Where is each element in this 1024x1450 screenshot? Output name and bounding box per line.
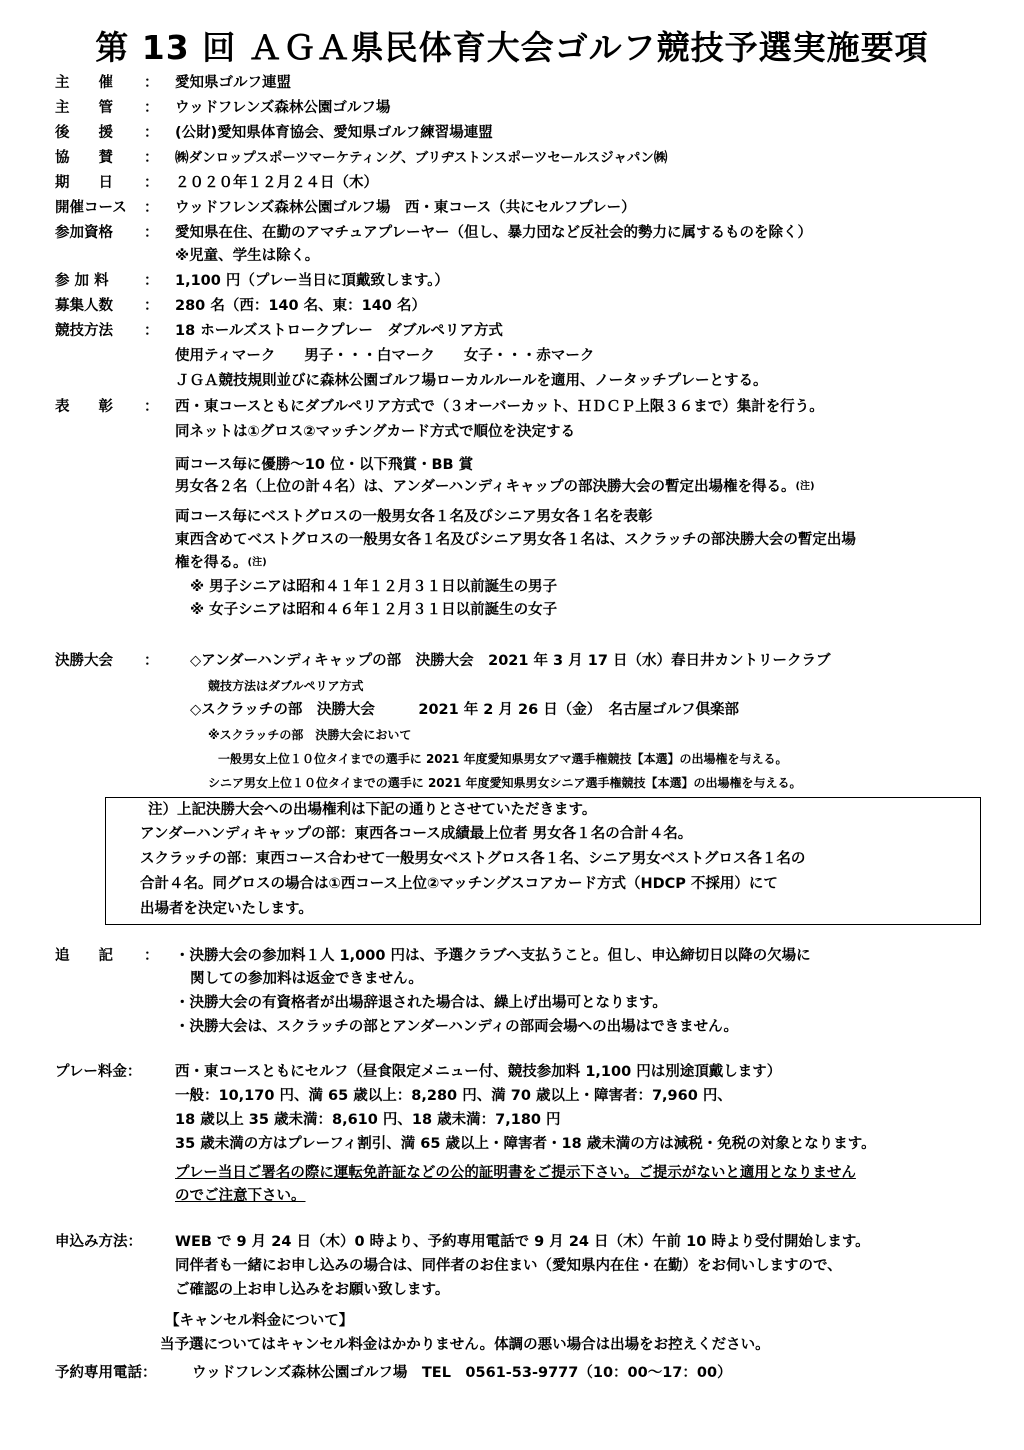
value-format: 18 ホールズストロークプレー ダブルペリア方式 (175, 323, 503, 339)
application-companion: 同伴者も一緒にお申し込みの場合は、同伴者のお住まい（愛知県内在住・在勤）をお伺いしますので、 (175, 1258, 842, 1274)
label-capacity: 募集人数 (55, 298, 113, 314)
note-box-line2: アンダーハンディキャップの部：東西各コース成績最上位者 男女各１名の合計４名。 (140, 826, 693, 842)
value-capacity: 280 名（西：140 名、東：140 名） (175, 298, 426, 314)
play-fee-youth: 18 歳以上 35 歳未満：8,610 円、18 歳未満：7,180 円 (175, 1112, 561, 1128)
awards-senior-women: ※ 女子シニアは昭和４６年１２月３１日以前誕生の女子 (190, 602, 558, 618)
eligibility-note: ※児童、学生は除く。 (175, 248, 320, 264)
value-organizer: 愛知県ゴルフ連盟 (175, 75, 291, 91)
application-confirm: ご確認の上お申し込みをお願い致します。 (175, 1282, 450, 1298)
play-fee-id-notice-line1: プレー当日ご署名の際に運転免許証などの公的証明書をご提示下さい。ご提示がないと適用となりません (175, 1165, 856, 1181)
play-fee-self: 西・東コースともにセルフ（昼食限定メニュー付、競技参加料 1,100 円は別途頂戴します） (175, 1064, 782, 1080)
label-format: 競技方法 (55, 323, 113, 339)
label-fee: 参 加 料 (55, 273, 109, 289)
addendum-fee-refund: 関しての参加料は返金できません。 (190, 971, 423, 987)
note-box-line1: 注）上記決勝大会への出場権利は下記の通りとさせていただきます。 (148, 802, 597, 818)
awards-best-gross: 両コース毎にベストグロスの一般男女各１名及びシニア男女各１名を表彰 (175, 509, 653, 525)
finals-amateur-qualification: 一般男女上位１０位タイまでの選手に 2021 年度愛知県男女アマ選手権競技【本選】の出場権を与える。 (218, 752, 788, 766)
awards-senior-men: ※ 男子シニアは昭和４１年１２月３１日以前誕生の男子 (190, 579, 558, 595)
value-awards: 西・東コースともにダブルペリア方式で（３オーバーカット、ＨＤＣＰ上限３６まで）集計を行う。 (175, 399, 824, 415)
cancel-heading: 【キャンセル料金について】 (165, 1313, 354, 1329)
label-support: 後 援 (55, 125, 114, 141)
play-fee-id-notice-line2: のでご注意下さい。 (175, 1188, 306, 1204)
label-reservation: 予約専用電話： (55, 1365, 157, 1381)
label-manager: 主 管 (55, 100, 114, 116)
application-start: WEB で 9 月 24 日（木）0 時より、予約専用電話で 9 月 24 日（木）午前 10 時より受付開始します。 (175, 1234, 870, 1250)
label-addendum: 追 記 (55, 948, 114, 964)
value-sponsor: ㈱ダンロップスポーツマーケティング、ブリヂストンスポーツセールスジャパン㈱ (175, 150, 668, 166)
value-manager: ウッドフレンズ森林公園ゴルフ場 (175, 100, 391, 116)
label-play-fee: プレー料金： (55, 1064, 142, 1080)
note-box-line5: 出場者を決定いたします。 (140, 901, 313, 917)
value-venue: ウッドフレンズ森林公園ゴルフ場 西・東コース（共にセルフプレー） (175, 200, 636, 216)
finals-format: 競技方法はダブルペリア方式 (208, 679, 364, 693)
label-awards: 表 彰 (55, 399, 114, 415)
finals-scratch-note: ※スクラッチの部 決勝大会において (208, 728, 412, 742)
awards-net-ranking: 同ネットは①グロス②マッチングカード方式で順位を決定する (175, 424, 575, 440)
value-eligibility: 愛知県在住、在勤のアマチュアプレーヤー（但し、暴力団など反社会的勢力に属するものを除く） (175, 225, 812, 241)
note-mark: (注) (795, 481, 815, 492)
finals-senior-qualification: シニア男女上位１０位タイまでの選手に 2021 年度愛知県男女シニア選手権競技【本選】の出場権を与える。 (208, 776, 802, 790)
note-mark: (注) (247, 557, 267, 568)
value-fee: 1,100 円（プレー当日に頂戴致します。） (175, 273, 449, 289)
awards-prizes: 両コース毎に優勝～10 位・以下飛賞・BB 賞 (175, 457, 474, 473)
play-fee-discount: 35 歳未満の方はプレーフィ割引、満 65 歳以上・障害者・18 歳未満の方は減税・免税の対象となります。 (175, 1136, 876, 1152)
label-finals: 決勝大会 (55, 653, 113, 669)
finals-scratch: ◇スクラッチの部 決勝大会 2021 年 2 月 26 日（金） 名古屋ゴルフ倶楽部 (190, 702, 739, 718)
addendum-fee: ・決勝大会の参加料１人 1,000 円は、予選クラブへ支払うこと。但し、申込締切日以降の欠場に (175, 948, 811, 964)
addendum-withdrawal: ・決勝大会の有資格者が出場辞退された場合は、繰上げ出場可となります。 (175, 995, 667, 1011)
awards-scratch-line1: 東西含めてベストグロスの一般男女各１名及びシニア男女各１名は、スクラッチの部決勝大会の暫定出場 (175, 532, 856, 548)
play-fee-general: 一般：10,170 円、満 65 歳以上：8,280 円、満 70 歳以上・障害者：7,960 円、 (175, 1088, 732, 1104)
note-box-line4: 合計４名。同グロスの場合は①西コース上位②マッチングスコアカード方式（HDCP 不採用）にて (140, 876, 778, 892)
reservation-phone: ウッドフレンズ森林公園ゴルフ場 TEL 0561-53-9777（10：00～17：00） (192, 1365, 732, 1381)
addendum-venue-restriction: ・決勝大会は、スクラッチの部とアンダーハンディの部両会場への出場はできません。 (175, 1019, 739, 1035)
awards-scratch-line2: 権を得る。$^{(注)}$ (175, 555, 267, 571)
label-venue: 開催コース (55, 200, 127, 216)
format-rules: ＪＧＡ競技規則並びに森林公園ゴルフ場ローカルルールを適用、ノータッチプレーとする。 (175, 373, 768, 389)
cancel-text: 当予選についてはキャンセル料金はかかりません。体調の悪い場合は出場をお控えください。 (160, 1337, 770, 1353)
document-page: 第 13 回 ＡＧＡ県民体育大会ゴルフ競技予選実施要項 主 催 ： 愛知県ゴルフ連盟 主 管 ： ウッドフレンズ森林公園ゴルフ場 後 援 ： (公財)愛知県体育協会、愛知県ゴルフ練習場連盟 協 賛 ： ㈱ダンロップスポーツマーケティング、ブリヂストンスポーツセールスジャパン㈱ 期 日 ： ２０２０年１２月２４日（木） 開催コース ： ウッドフレンズ森林公園ゴルフ場 西・東コース（共にセルフプレー） 参加資格 ： 愛知県在住、在勤のアマチュアプレーヤー（但し、暴力団など反社会的勢力に属するものを除く） ※児童、学生は除く。 参 加 料 ： 1,100 円（プレー当日に頂戴致します。） 募集人数 ： 280 名（西：140 名、東：140 名） 競技方法 ： 18 ホールズストロークプレー ダブルペリア方式 使用ティマーク 男子・・・白マーク 女子・・・赤マーク ＪＧＡ競技規則並びに森林公園ゴルフ場ローカルルールを適用、ノータッチプレーとする。 表 彰 ： 西・東コースともにダブルペリア方式で（３オーバーカット、ＨＤＣＰ上限３６まで）集計を行う。 同ネットは①グロス②マッチングカード方式で順位を決定する 両コース毎に優勝～10 位・以下飛賞・BB 賞 男女各２名（上位の計４名）は、アンダーハンディキャップの部決勝大会の暫定出場権を得る。$^{(注)}$ 両コース毎にベストグロスの一般男女各１名及びシニア男女各１名を表彰 東西含めてベストグロスの一般男女各１名及びシニア男女各１名は、スクラッチの部決勝大会の暫定出場 権を得る。$^{(注)}$ ※ 男子シニアは昭和４１年１２月３１日以前誕生の男子 ※ 女子シニアは昭和４６年１２月３１日以前誕生の女子 決勝大会 ： ◇アンダーハンディキャップの部 決勝大会 2021 年 3 月 17 日（水）春日井カントリークラブ 競技方法はダブルペリア方式 ◇スクラッチの部 決勝大会 2021 年 2 月 26 日（金） 名古屋ゴルフ倶楽部 ※スクラッチの部 決勝大会において 一般男女上位１０位タイまでの選手に 2021 年度愛知県男女アマ選手権競技【本選】の出場権を与える。 シニア男女上位１０位タイまでの選手に 2021 年度愛知県男女シニア選手権競技【本選】の出場権を与える。 注）上記決勝大会への出場権利は下記の通りとさせていただきます。 アンダーハンディキャップの部：東西各コース成績最上位者 男女各１名の合計４名。 スクラッチの部：東西コース合わせて一般男女ベストグロス各１名、シニア男女ベストグロス各１名の 合計４名。同グロスの場合は①西コース上位②マッチングスコアカード方式（HDCP 不採用）にて 出場者を決定いたします。 追 記 ： ・決勝大会の参加料１人 1,000 円は、予選クラブへ支払うこと。但し、申込締切日以降の欠場に 関しての参加料は返金できません。 ・決勝大会の有資格者が出場辞退された場合は、繰上げ出場可となります。 ・決勝大会は、スクラッチの部とアンダーハンディの部両会場への出場はできません。 プレー料金： 西・東コースともにセルフ（昼食限定メニュー付、競技参加料 1,100 円は別途頂戴します） 一般：10,170 円、満 65 歳以上：8,280 円、満 70 歳以上・障害者：7,960 円、 18 歳以上 35 歳未満：8,610 円、18 歳未満：7,180 円 35 歳未満の方はプレーフィ割引、満 65 歳以上・障害者・18 歳未満の方は減税・免税の対象となります。 プレー当日ご署名の際に運転免許証などの公的証明書をご提示下さい。ご提示がないと適用となりません のでご注意下さい。 申込み方法： WEB で 9 月 24 日（木）0 時より、予約専用電話で 9 月 24 日（木）午前 10 時より受付開始します。 同伴者も一緒にお申し込みの場合は、同伴者のお住まい（愛知県内在住・在勤）をお伺いしますので、 ご確認の上お申し込みをお願い致します。 【キャンセル料金について】 当予選についてはキャンセル料金はかかりません。体調の悪い場合は出場をお控えください。 予約専用電話： ウッドフレンズ森林公園ゴルフ場 TEL 0561-53-9777（10：00～17：00） (0, 0, 1024, 1450)
label-sponsor: 協 賛 (55, 150, 114, 166)
value-date: ２０２０年１２月２４日（木） (175, 175, 378, 191)
label-organizer: 主 催 (55, 75, 114, 91)
format-tee-marks: 使用ティマーク 男子・・・白マーク 女子・・・赤マーク (175, 348, 595, 364)
label-eligibility: 参加資格 (55, 225, 113, 241)
awards-under-handicap: 男女各２名（上位の計４名）は、アンダーハンディキャップの部決勝大会の暫定出場権を得る。$^{(注)}$ (175, 479, 815, 495)
note-box-line3: スクラッチの部：東西コース合わせて一般男女ベストグロス各１名、シニア男女ベストグロス各１名の (140, 851, 806, 867)
finals-under-handicap: ◇アンダーハンディキャップの部 決勝大会 2021 年 3 月 17 日（水）春日井カントリークラブ (190, 653, 831, 669)
value-support: (公財)愛知県体育協会、愛知県ゴルフ練習場連盟 (175, 125, 493, 141)
label-application: 申込み方法： (55, 1234, 142, 1250)
page-title: 第 13 回 ＡＧＡ県民体育大会ゴルフ競技予選実施要項 (95, 28, 929, 67)
label-date: 期 日 (55, 175, 114, 191)
